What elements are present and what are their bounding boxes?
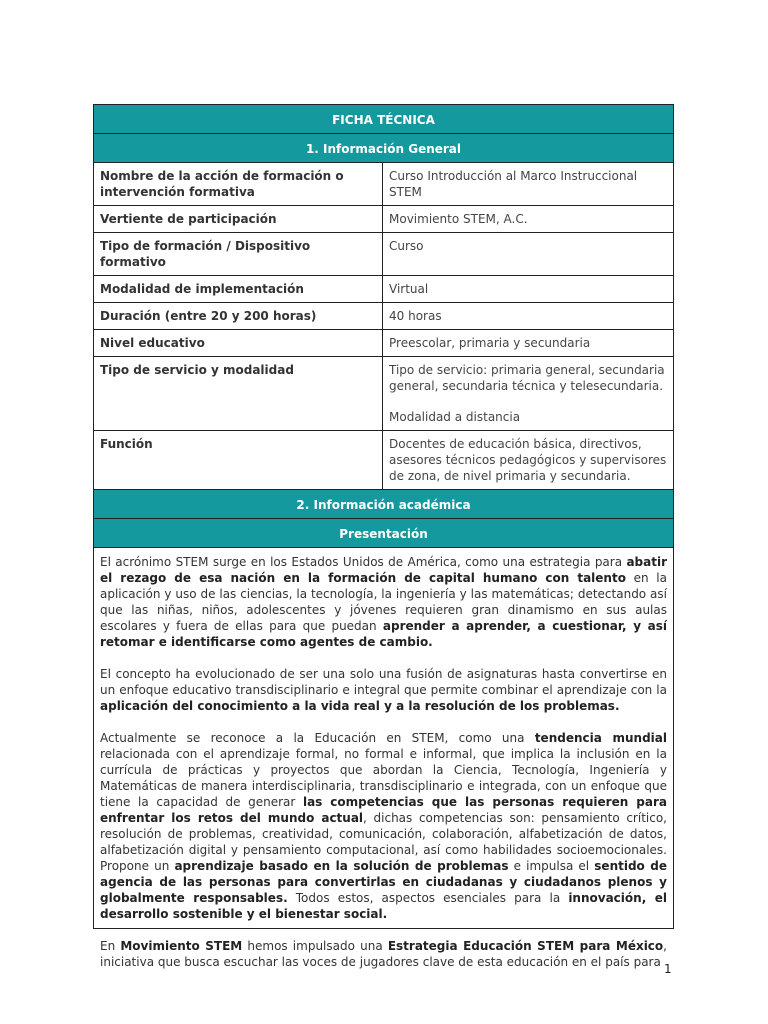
paragraph-text: en la aplicación y uso de las ciencias, la tecnología, la ingeniería y las matemáticas; detectando así que las niñas, niños, adolescentes y jóvenes requieren gran dinamismo en sus aulas escolares y fuera de ellas para que puedan (100, 571, 667, 633)
info-value (383, 276, 674, 303)
info-value-text: Modalidad a distancia (389, 410, 521, 424)
info-value-text: Docentes de educación básica, directivos, asesores técnicos pedagógicos y supervisores de zona, de nivel primaria y secundaria. (389, 437, 667, 483)
presentation-title-row (94, 519, 674, 548)
emphasis-text: innovación, el desarrollo sostenible y el bienestar social. (100, 891, 667, 921)
paragraph-text: hemos impulsado una (242, 939, 388, 953)
emphasis-text: abatir el rezago de esa nación en la formación de capital humano con talento (100, 555, 667, 585)
emphasis-text: tendencia mundial (534, 731, 667, 745)
info-row (94, 330, 674, 357)
info-label: Función (94, 431, 383, 490)
paragraph-text: El acrónimo STEM surge en los Estados Unidos de América, como una estrategia para (100, 555, 627, 569)
paragraph-text: relacionada con el aprendizaje formal, no formal e informal, que implica la inclusión en la currícula de prácticas y proyectos que abordan la Ciencia, Tecnología, Ingeniería y Matemáticas de manera interdisciplinaria, transdisciplinario e integrada, con un enfoque que tiene la capacidad de generar (100, 747, 667, 809)
presentation-body (94, 548, 674, 969)
info-row (94, 357, 674, 431)
section-academic-title-row (94, 490, 674, 519)
emphasis-text: Estrategia Educación STEM para México (387, 939, 664, 953)
info-value-text: Virtual (389, 282, 429, 296)
section-general-title: 1. Información General (94, 134, 674, 163)
section1-row (94, 134, 674, 163)
paragraph-text: , iniciativa que busca escuchar las voces de jugadores clave de esta educación en el país para (100, 939, 667, 969)
presentation-paragraph (100, 938, 667, 970)
info-value (383, 357, 674, 431)
paragraph-text: El concepto ha evolucionado de ser una solo una fusión de asignaturas hasta convertirse en un enfoque educativo transdisciplinario e integral que permite combinar el aprendizaje con la (100, 667, 667, 697)
presentation-title: Presentación (94, 519, 674, 548)
info-value (383, 431, 674, 490)
emphasis-text: aprender a aprender, a cuestionar, y así retomar e identificarse como agentes de cambio. (100, 619, 667, 649)
info-value-text: Curso Introducción al Marco Instruccional STEM (389, 169, 638, 199)
emphasis-text: Movimiento STEM (120, 939, 243, 953)
info-value-text: Movimiento STEM, A.C. (389, 212, 528, 226)
paragraph-text: Todos estos, aspectos esenciales para la (287, 891, 569, 905)
info-value (383, 303, 674, 330)
info-value (383, 163, 674, 206)
info-value (383, 233, 674, 276)
info-row (94, 303, 674, 330)
emphasis-text: las competencias que las personas requieren para enfrentar los retos del mundo actual (100, 795, 667, 825)
info-value-text: Tipo de servicio: primaria general, secundaria general, secundaria técnica y telesecundaria. (389, 363, 665, 393)
info-value (383, 206, 674, 233)
info-value (383, 330, 674, 357)
info-row (94, 431, 674, 490)
info-label: Tipo de servicio y modalidad (94, 357, 383, 431)
paragraph-text: , dichas competencias son: pensamiento crítico, resolución de problemas, creatividad, comunicación, colaboración, alfabetización de datos, alfabetización digital y pensamiento computacional, así como habilidades socioemocionales. Propone un (100, 811, 667, 873)
presentation-body-row (94, 548, 674, 929)
info-value-text: Preescolar, primaria y secundaria (389, 336, 591, 350)
ficha-tecnica-table (93, 104, 674, 969)
section-academic-title: 2. Información académica (94, 490, 674, 519)
presentation-paragraph (100, 730, 667, 922)
info-row (94, 163, 674, 206)
info-row (94, 233, 674, 276)
emphasis-text: aprendizaje basado en la solución de problemas (174, 859, 509, 873)
page-number: 1 (664, 962, 672, 976)
paragraph-text: Actualmente se reconoce a la Educación en STEM, como una (100, 731, 535, 745)
presentation-paragraph (100, 554, 667, 650)
info-label: Nivel educativo (94, 330, 383, 357)
header-row (94, 105, 674, 134)
ficha-title: FICHA TÉCNICA (94, 105, 674, 134)
info-label: Duración (entre 20 y 200 horas) (94, 303, 383, 330)
paragraph-text: e impulsa el (508, 859, 595, 873)
presentation-paragraph (100, 666, 667, 714)
emphasis-text: sentido de agencia de las personas para convertirlas en ciudadanas y ciudadanos plenos y globalmente responsables. (100, 859, 668, 905)
info-row (94, 206, 674, 233)
paragraph-text: En (100, 939, 121, 953)
info-row (94, 276, 674, 303)
info-label: Modalidad de implementación (94, 276, 383, 303)
info-value-text: 40 horas (389, 309, 442, 323)
info-label: Nombre de la acción de formación o intervención formativa (94, 163, 383, 206)
emphasis-text: aplicación del conocimiento a la vida real y a la resolución de los problemas. (100, 699, 620, 713)
info-label: Tipo de formación / Dispositivo formativo (94, 233, 383, 276)
info-label: Vertiente de participación (94, 206, 383, 233)
info-value-text: Curso (389, 239, 424, 253)
